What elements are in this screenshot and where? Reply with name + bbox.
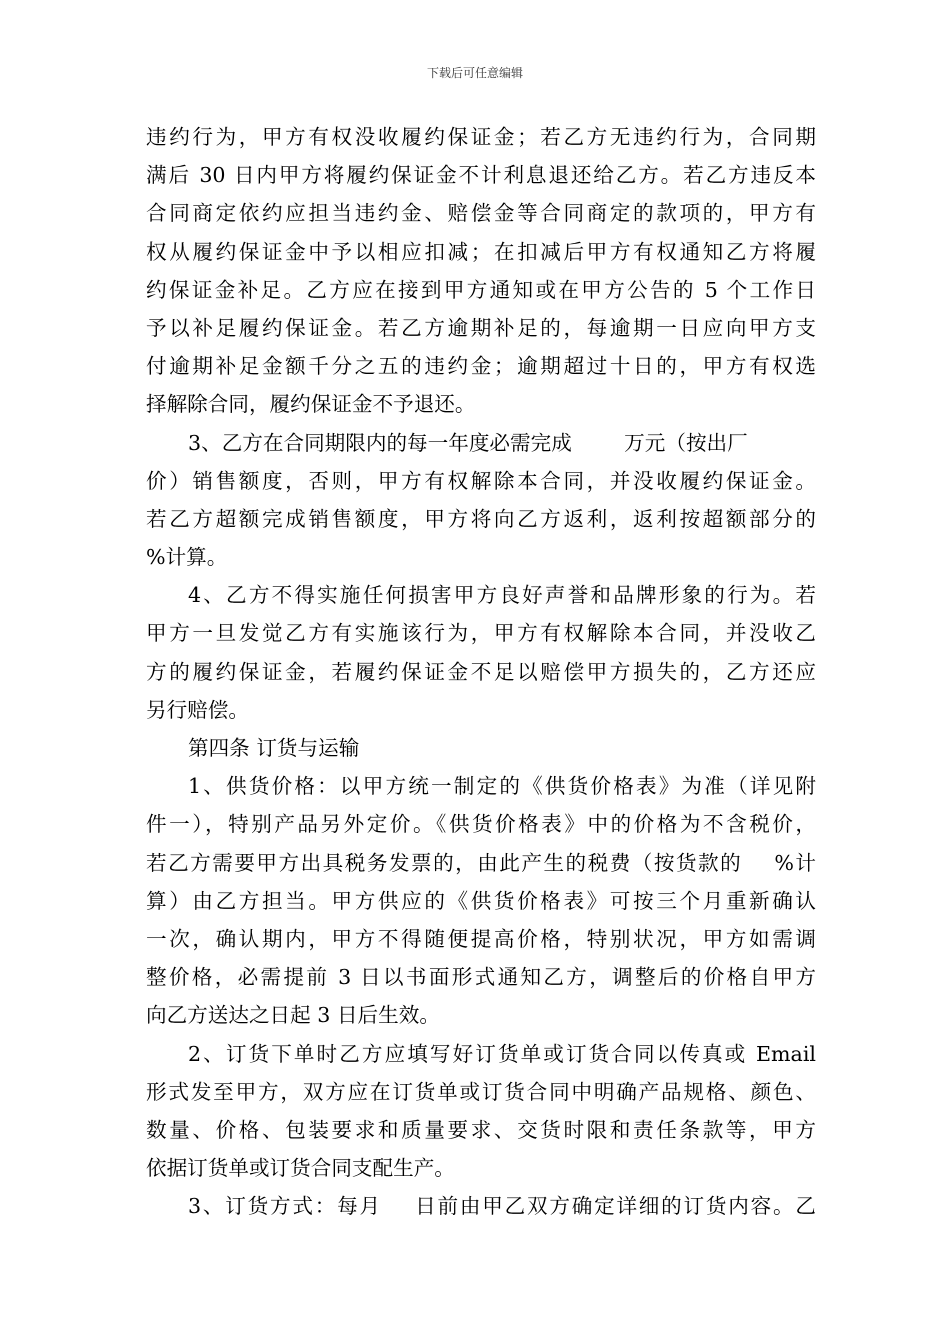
text-line: 件一），特别产品另外定价。《供货价格表》中的价格为不含税价， bbox=[146, 812, 816, 837]
text-line: 权从履约保证金中予以相应扣减；在扣减后甲方有权通知乙方将履 bbox=[146, 239, 816, 264]
document-body bbox=[146, 118, 816, 1225]
text-line: 价）销售额度，否则，甲方有权解除本合同，并没收履约保证金。 bbox=[146, 468, 816, 493]
text-line: 3、乙方在合同期限内的每一年度必需完成 万元（按出厂 bbox=[188, 430, 748, 455]
text-line: 3、订货方式：每月 日前由甲乙双方确定详细的订货内容。乙 bbox=[188, 1194, 816, 1219]
text-line: 合同商定依约应担当违约金、赔偿金等合同商定的款项的，甲方有 bbox=[146, 201, 816, 226]
text-line: 择解除合同，履约保证金不予退还。 bbox=[146, 392, 476, 417]
text-line: 甲方一旦发觉乙方有实施该行为，甲方有权解除本合同，并没收乙 bbox=[146, 621, 816, 646]
text-line: 付逾期补足金额千分之五的违约金；逾期超过十日的，甲方有权选 bbox=[146, 354, 816, 379]
text-line: 另行赔偿。 bbox=[146, 697, 249, 722]
text-line: 形式发至甲方，双方应在订货单或订货合同中明确产品规格、颜色、 bbox=[146, 1079, 816, 1104]
text-line: 第四条 订货与运输 bbox=[188, 736, 360, 760]
text-line: 予以补足履约保证金。若乙方逾期补足的，每逾期一日应向甲方支 bbox=[146, 315, 816, 340]
text-line: 2、订货下单时乙方应填写好订货单或订货合同以传真或 Email bbox=[188, 1041, 816, 1066]
text-line: 依据订货单或订货合同支配生产。 bbox=[146, 1156, 455, 1181]
page-header: 下载后可任意编辑 bbox=[426, 66, 523, 80]
text-line: 1、供货价格：以甲方统一制定的《供货价格表》为准（详见附 bbox=[188, 774, 816, 799]
text-line: 数量、价格、包装要求和质量要求、交货时限和责任条款等，甲方 bbox=[146, 1117, 816, 1142]
text-line: 方的履约保证金，若履约保证金不足以赔偿甲方损失的，乙方还应 bbox=[146, 659, 816, 684]
text-line: 满后 30 日内甲方将履约保证金不计利息退还给乙方。若乙方违反本 bbox=[146, 163, 816, 188]
text-line: 若乙方需要甲方出具税务发票的，由此产生的税费（按货款的 %计 bbox=[146, 850, 816, 875]
text-line: %计算。 bbox=[146, 545, 228, 570]
text-line: 违约行为，甲方有权没收履约保证金；若乙方无违约行为，合同期 bbox=[146, 125, 816, 149]
text-line: 整价格，必需提前 3 日以书面形式通知乙方，调整后的价格自甲方 bbox=[146, 965, 816, 990]
text-line: 约保证金补足。乙方应在接到甲方通知或在甲方公告的 5 个工作日 bbox=[146, 277, 816, 302]
text-line: 若乙方超额完成销售额度，甲方将向乙方返利，返利按超额部分的 bbox=[146, 506, 816, 531]
text-line: 算）由乙方担当。甲方供应的《供货价格表》可按三个月重新确认 bbox=[146, 888, 816, 913]
text-line: 一次，确认期内，甲方不得随便提高价格，特别状况，甲方如需调 bbox=[146, 926, 816, 951]
text-line: 向乙方送达之日起 3 日后生效。 bbox=[146, 1003, 440, 1028]
text-line: 4、乙方不得实施任何损害甲方良好声誉和品牌形象的行为。若 bbox=[188, 583, 816, 608]
